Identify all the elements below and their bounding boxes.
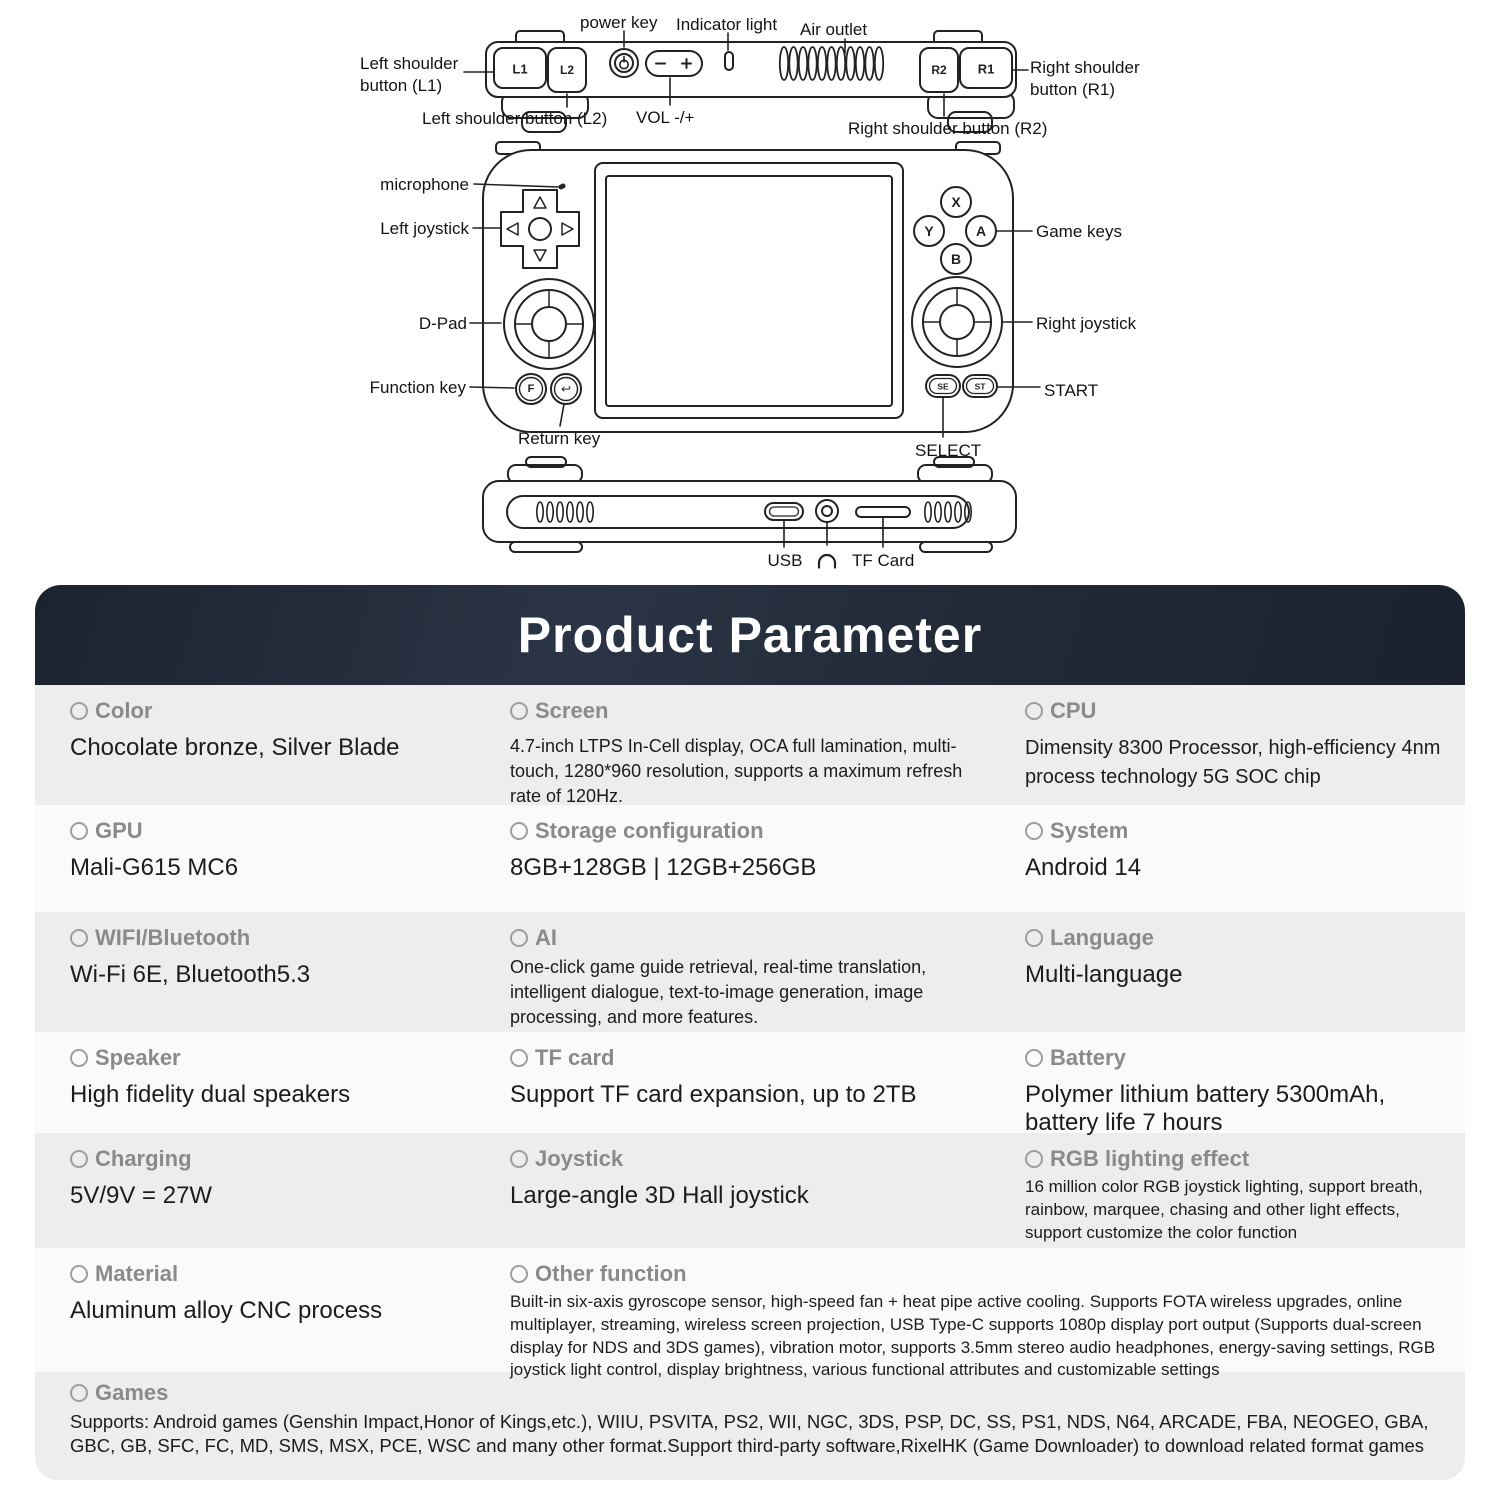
device-bottom-view: [483, 457, 1016, 568]
spec-label: [510, 698, 1025, 724]
label-vol: VOL -/+: [636, 108, 695, 127]
label-start: START: [1044, 381, 1099, 400]
circle-icon: [510, 1265, 528, 1283]
label-microphone: microphone: [380, 175, 469, 194]
label-left-joystick: Left joystick: [380, 219, 469, 238]
spec-label: [70, 818, 510, 844]
circle-icon: [70, 822, 88, 840]
spec-label-text: RGB lighting effect: [1050, 1146, 1250, 1171]
spec-label-text: Material: [95, 1261, 179, 1286]
circle-icon: [70, 1265, 88, 1283]
spec-value: Support TF card expansion, up to 2TB: [510, 1081, 917, 1108]
spec-cell-screen: [510, 698, 1025, 805]
spec-value: One-click game guide retrieval, real-time translation, intelligent dialogue, text-to-image generation, image processing, and more features.: [510, 957, 927, 1027]
spec-cell-rgb-lighting: [1025, 1146, 1465, 1248]
device-line-art: [0, 0, 1500, 580]
spec-value: Multi-language: [1025, 961, 1183, 988]
spec-cell-gpu: [70, 818, 510, 912]
spec-label: [510, 1146, 1025, 1172]
svg-text:R2: R2: [931, 63, 947, 77]
spec-cell-other-function: [510, 1261, 1465, 1380]
r2-button: [920, 48, 958, 92]
spec-label-text: System: [1050, 818, 1129, 843]
spec-label: [1025, 1045, 1465, 1071]
label-indicator-light: Indicator light: [676, 15, 778, 34]
spec-cell-tf-card: [510, 1045, 1025, 1133]
spec-label: [70, 1146, 510, 1172]
spec-label-text: Other function: [535, 1261, 687, 1286]
spec-label-text: WIFI/Bluetooth: [95, 925, 251, 950]
function-button: [516, 374, 546, 404]
svg-text:F: F: [527, 383, 535, 395]
svg-text:↩: ↩: [560, 382, 572, 396]
spec-label: [70, 925, 510, 951]
circle-icon: [70, 929, 88, 947]
spec-row: [35, 805, 1465, 912]
svg-text:A: A: [975, 223, 987, 239]
spec-label-text: Speaker: [95, 1045, 181, 1070]
spec-value: 4.7-inch LTPS In-Cell display, OCA full lamination, multi-touch, 1280*960 resolution, supports a maximum refresh rate of 120Hz.: [510, 736, 963, 806]
spec-label-text: Storage configuration: [535, 818, 764, 843]
spec-cell-wifi-bluetooth: [70, 925, 510, 1032]
panel-header: [35, 585, 1465, 685]
spec-cell-games: [70, 1380, 1465, 1480]
spec-cell-language: [1025, 925, 1465, 1032]
spec-cell-battery: [1025, 1045, 1465, 1136]
spec-label: [70, 1380, 1465, 1406]
spec-cell-charging: [70, 1146, 510, 1248]
label-usb: USB: [767, 551, 803, 570]
spec-label: [510, 1261, 1465, 1287]
spec-label: [70, 1045, 510, 1071]
device-front-view: [470, 142, 1040, 437]
select-button: [926, 375, 960, 397]
spec-label: [1025, 818, 1465, 844]
label-select: SELECT: [915, 441, 982, 460]
svg-text:Y: Y: [924, 223, 934, 239]
spec-label-text: Games: [95, 1380, 169, 1405]
spec-label-text: Language: [1050, 925, 1154, 950]
circle-icon: [1025, 1049, 1043, 1067]
circle-icon: [1025, 1150, 1043, 1168]
svg-text:B: B: [950, 251, 962, 267]
circle-icon: [510, 702, 528, 720]
spec-label-text: CPU: [1050, 698, 1097, 723]
spec-label: [510, 1045, 1025, 1071]
spec-value: Built-in six-axis gyroscope sensor, high-speed fan + heat pipe active cooling. Supports FOTA wireless upgrades, online multiplayer, streaming, wireless screen projection, USB Type-C supports 1080p display port output (Supports dual-screen display for NDS and 3DS games), vibration motor, supports 3.5mm stereo audio headphones, energy-saving settings, RGB joystick light control, display brightness, various functional attributes and customizable settings: [510, 1292, 1436, 1380]
spec-cell-storage: [510, 818, 1025, 912]
spec-label: [1025, 698, 1465, 724]
circle-icon: [70, 1049, 88, 1067]
label-tf-card: TF Card: [852, 551, 915, 570]
spec-value: Supports: Android games (Genshin Impact,Honor of Kings,etc.), WIIU, PSVITA, PS2, WII, NGC, 3DS, PSP, DC, SS, PS1, NDS, N64, ARCADE, FBA, NEOGEO, GBA, GBC, GB, SFC, FC, MD, SMS, MSX, PCE, WSC and many other format.Support third-party software,RixelHK (Game Downloader) to download related format games: [70, 1411, 1429, 1457]
label-return-key: Return key: [518, 429, 601, 448]
spec-value: 16 million color RGB joystick lighting, support breath, rainbow, marquee, chasing and other light effects, support customize the color function: [1025, 1177, 1423, 1242]
spec-cell-system: [1025, 818, 1465, 912]
spec-value: Dimensity 8300 Processor, high-efficiency 4nm process technology 5G SOC chip: [1025, 737, 1441, 788]
panel-title: Product Parameter: [517, 607, 983, 663]
spec-label-text: TF card: [535, 1045, 615, 1070]
spec-cell-speaker: [70, 1045, 510, 1133]
spec-cell-color: [70, 698, 510, 805]
spec-row: [35, 1248, 1465, 1380]
label-function-key: Function key: [369, 378, 466, 397]
label-right-shoulder-r1: Right shoulder button (R1): [1030, 58, 1140, 99]
circle-icon: [1025, 929, 1043, 947]
spec-row: [35, 1032, 1465, 1136]
spec-value: Chocolate bronze, Silver Blade: [70, 734, 400, 761]
r1-button: [960, 48, 1012, 88]
spec-label: [70, 1261, 510, 1287]
spec-value: Wi-Fi 6E, Bluetooth5.3: [70, 961, 311, 988]
label-right-joystick: Right joystick: [1036, 314, 1137, 333]
return-button: [551, 374, 581, 404]
spec-value: Aluminum alloy CNC process: [70, 1297, 383, 1324]
circle-icon: [510, 1049, 528, 1067]
spec-value: 8GB+128GB | 12GB+256GB: [510, 854, 817, 881]
spec-label-text: Color: [95, 698, 153, 723]
device-diagram: [0, 0, 1500, 580]
svg-text:SE: SE: [937, 381, 949, 392]
label-power-key: power key: [580, 13, 658, 32]
spec-label: [70, 698, 510, 724]
spec-label-text: Screen: [535, 698, 609, 723]
spec-label: [510, 925, 1025, 951]
circle-icon: [1025, 822, 1043, 840]
spec-row: [35, 1372, 1465, 1480]
spec-cell-material: [70, 1261, 510, 1372]
spec-row: [35, 912, 1465, 1032]
circle-icon: [70, 1384, 88, 1402]
spec-value: High fidelity dual speakers: [70, 1081, 351, 1108]
circle-icon: [510, 929, 528, 947]
spec-label: [1025, 925, 1465, 951]
product-parameter-panel: [35, 585, 1465, 1480]
spec-label-text: AI: [535, 925, 557, 950]
spec-value: Mali-G615 MC6: [70, 854, 239, 881]
spec-cell-ai: [510, 925, 1025, 1032]
headphone-icon: [819, 555, 835, 568]
l1-button: [494, 48, 546, 88]
label-air-outlet: Air outlet: [800, 20, 868, 39]
spec-value: 5V/9V = 27W: [70, 1182, 213, 1209]
spec-label: [510, 818, 1025, 844]
svg-text:X: X: [951, 194, 961, 210]
spec-value: Large-angle 3D Hall joystick: [510, 1182, 809, 1209]
spec-row: [35, 685, 1465, 805]
circle-icon: [70, 702, 88, 720]
spec-label-text: GPU: [95, 818, 143, 843]
label-right-shoulder-r2: Right shoulder button (R2): [848, 119, 1048, 138]
svg-text:R1: R1: [977, 61, 995, 77]
label-d-pad: D-Pad: [418, 314, 467, 333]
spec-label-text: Joystick: [535, 1146, 624, 1171]
spec-row: [35, 1133, 1465, 1248]
label-left-shoulder-l1: Left shoulder button (L1): [360, 54, 459, 95]
spec-value: Android 14: [1025, 854, 1142, 881]
label-left-shoulder-l2: Left shoulder button (L2): [422, 109, 608, 128]
circle-icon: [70, 1150, 88, 1168]
l2-button: [548, 48, 586, 92]
spec-label: [1025, 1146, 1465, 1172]
svg-text:L1: L1: [512, 61, 528, 77]
svg-text:L2: L2: [559, 63, 575, 77]
spec-label-text: Battery: [1050, 1045, 1126, 1070]
spec-label-text: Charging: [95, 1146, 192, 1171]
spec-cell-cpu: [1025, 698, 1465, 805]
start-button: [963, 375, 997, 397]
label-game-keys: Game keys: [1036, 222, 1122, 241]
circle-icon: [510, 822, 528, 840]
circle-icon: [510, 1150, 528, 1168]
spec-value: Polymer lithium battery 5300mAh, battery life 7 hours: [1025, 1081, 1386, 1136]
svg-text:ST: ST: [974, 381, 986, 392]
circle-icon: [1025, 702, 1043, 720]
spec-cell-joystick: [510, 1146, 1025, 1248]
